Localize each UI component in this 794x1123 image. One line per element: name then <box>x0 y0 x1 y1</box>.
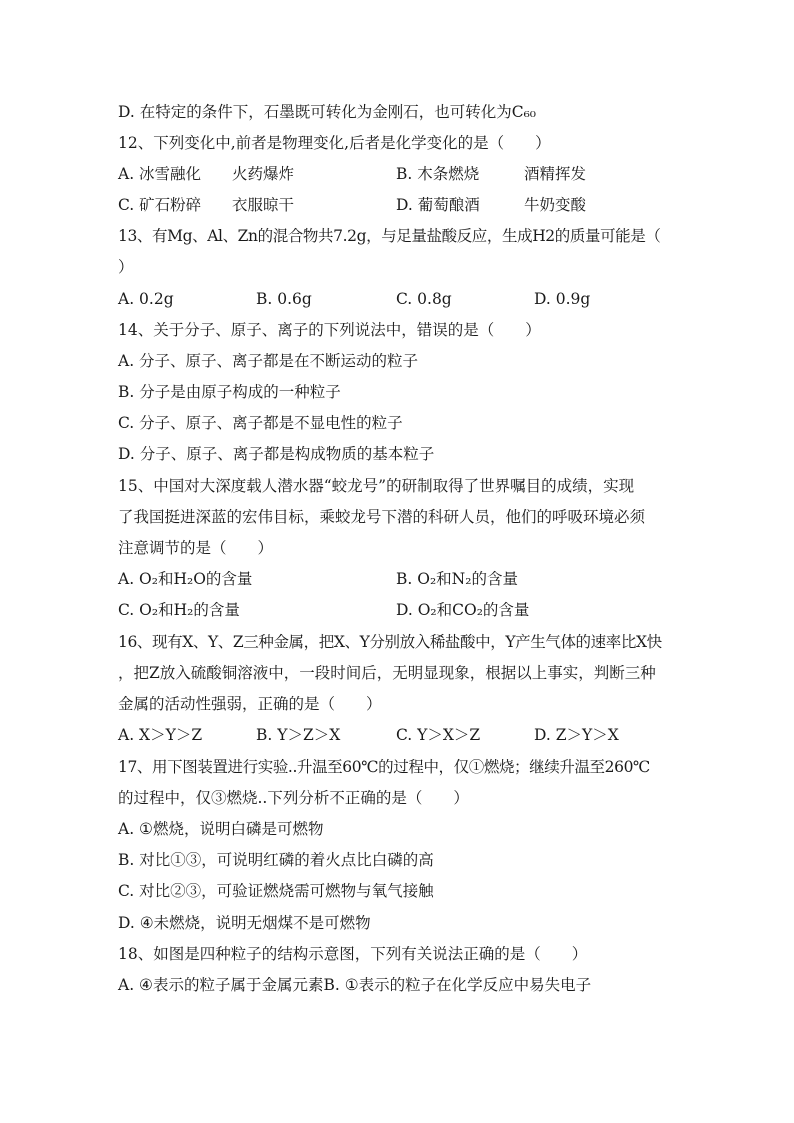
q17-option-c: C. 对比②③，可验证燃烧需可燃物与氧气接触 <box>118 882 434 900</box>
q12-option-d-label: D. 葡萄酿酒 <box>396 196 480 214</box>
q12-option-c-text: 衣服晾干 <box>232 196 295 214</box>
q17-stem-line1: 17、用下图装置进行实验..升温至60℃的过程中，仅①燃烧；继续升温至260℃ <box>118 758 650 776</box>
q15-option-c: C. O₂和H₂的含量 <box>118 601 240 619</box>
q12-option-b-text: 酒精挥发 <box>524 165 587 183</box>
q13-option-b: B. 0.6g <box>256 290 312 308</box>
q15-option-d: D. O₂和CO₂的含量 <box>396 601 530 619</box>
q16-option-a: A. X＞Y＞Z <box>118 726 203 744</box>
q13-stem-line2: ） <box>118 258 134 276</box>
q15-option-a: A. O₂和H₂O的含量 <box>118 570 253 588</box>
q15-stem-line1: 15、中国对大深度载人潜水器“蛟龙号”的研制取得了世界嘱目的成绩，实现 <box>118 477 635 495</box>
q11-option-d: D. 在特定的条件下，石墨既可转化为金刚石，也可转化为C₆₀ <box>118 103 537 121</box>
q15-option-b: B. O₂和N₂的含量 <box>396 570 518 588</box>
q15-stem-line2: 了我国挺进深蓝的宏伟目标，乘蛟龙号下潜的科研人员，他们的呼吸环境必须 <box>118 508 646 526</box>
q14-option-b: B. 分子是由原子构成的一种粒子 <box>118 383 341 401</box>
q16-stem-line1: 16、现有X、Y、Z三种金属，把X、Y分别放入稀盐酸中，Y产生气体的速率比X快 <box>118 633 662 651</box>
q14-option-d: D. 分子、原子、离子都是构成物质的基本粒子 <box>118 445 435 463</box>
q12-stem: 12、下列变化中,前者是物理变化,后者是化学变化的是（ ） <box>118 134 551 152</box>
q13-option-c: C. 0.8g <box>396 290 452 308</box>
q18-options-ab: A. ④表示的粒子属于金属元素B. ①表示的粒子在化学反应中易失电子 <box>118 976 592 994</box>
q16-stem-line3: 金属的活动性强弱，正确的是（ ） <box>118 695 382 713</box>
q12-option-a-text: 火药爆炸 <box>232 165 295 183</box>
q15-stem-line3: 注意调节的是（ ） <box>118 539 274 557</box>
q14-stem: 14、关于分子、原子、离子的下列说法中，错误的是（ ） <box>118 321 541 339</box>
q17-option-d: D. ④未燃烧，说明无烟煤不是可燃物 <box>118 914 371 932</box>
q14-option-c: C. 分子、原子、离子都是不显电性的粒子 <box>118 414 403 432</box>
q17-option-b: B. 对比①③，可说明红磷的着火点比白磷的高 <box>118 851 434 869</box>
q13-option-a: A. 0.2g <box>118 290 174 308</box>
q13-stem-line1: 13、有Mg、Al、Zn的混合物共7.2g，与足量盐酸反应，生成H2的质量可能是（ <box>118 227 661 245</box>
q12-option-b-label: B. 木条燃烧 <box>396 165 480 183</box>
q16-option-d: D. Z＞Y＞X <box>534 726 619 744</box>
q17-stem-line2: 的过程中，仅③燃烧..下列分析不正确的是（ ） <box>118 789 469 807</box>
q14-option-a: A. 分子、原子、离子都是在不断运动的粒子 <box>118 352 419 370</box>
q16-option-c: C. Y＞X＞Z <box>396 726 481 744</box>
q17-option-a: A. ①燃烧，说明白磷是可燃物 <box>118 820 324 838</box>
q12-option-c-label: C. 矿石粉碎 <box>118 196 202 214</box>
q16-stem-line2: ，把Z放入硫酸铜溶液中，一段时间后，无明显现象，根据以上事实，判断三种 <box>118 664 656 682</box>
q18-stem: 18、如图是四种粒子的结构示意图，下列有关说法正确的是（ ） <box>118 945 588 963</box>
q16-option-b: B. Y＞Z＞X <box>256 726 341 744</box>
q12-option-d-text: 牛奶变酸 <box>524 196 587 214</box>
q12-option-a-label: A. 冰雪融化 <box>118 165 202 183</box>
q13-option-d: D. 0.9g <box>534 290 591 308</box>
